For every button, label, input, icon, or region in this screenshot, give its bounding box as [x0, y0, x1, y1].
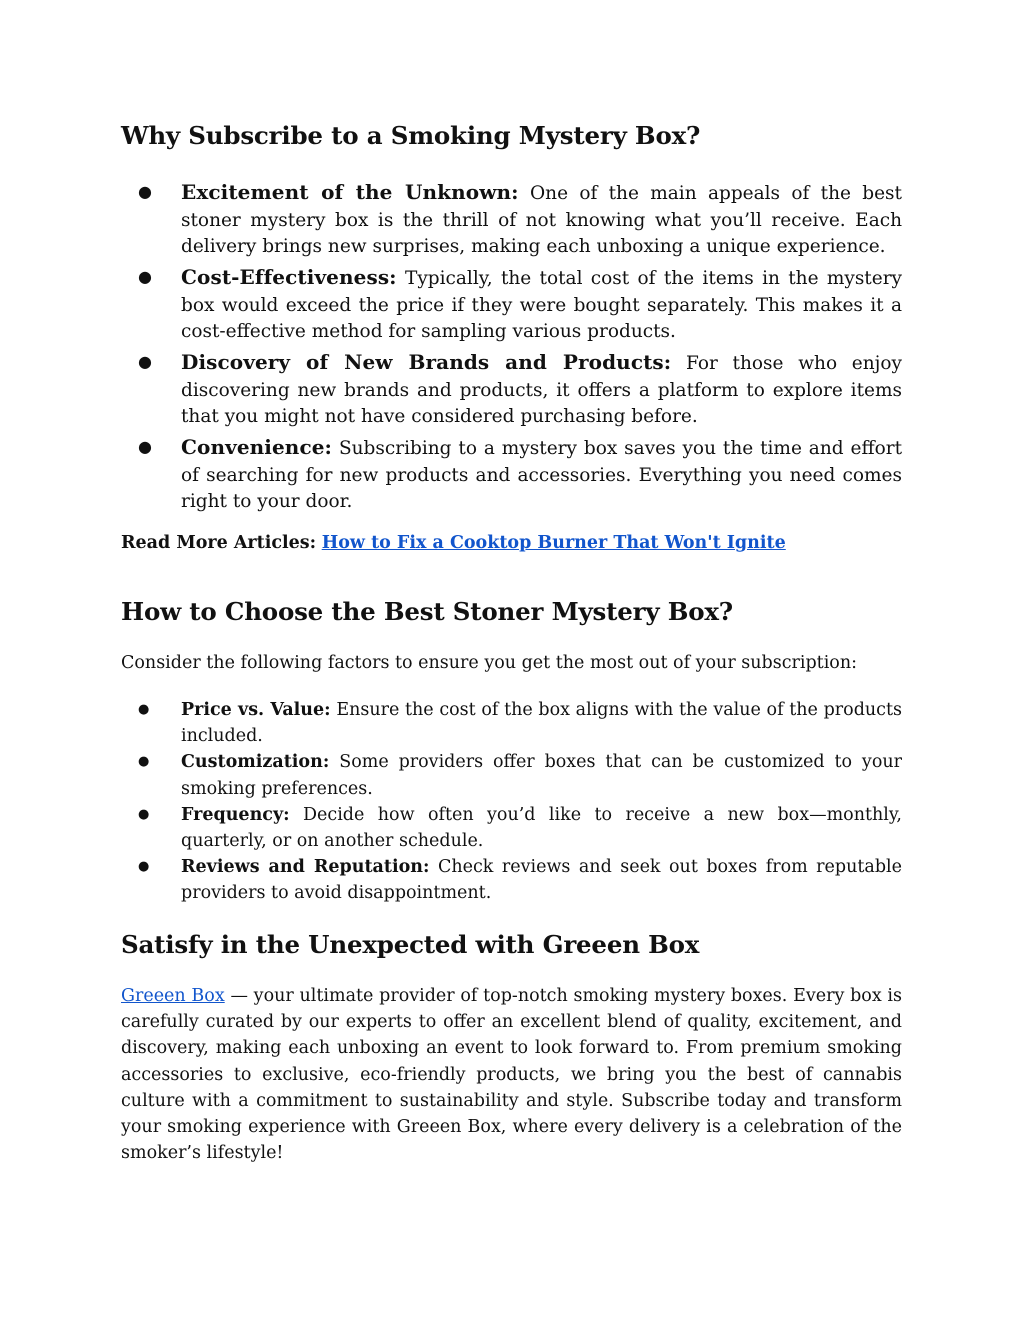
- list-item-term: Cost-Effectiveness:: [181, 265, 397, 289]
- list-item-term: Discovery of New Brands and Products:: [181, 350, 672, 374]
- heading-how-to-choose: How to Choose the Best Stoner Mystery Box?: [121, 597, 733, 626]
- closing-body-text: — your ultimate provider of top-notch smoking mystery boxes. Every box is carefully curated by our experts to offer an excellent blend of quality, excitement, and discovery, making each unboxing an event to look forward to. From premium smoking accessories to exclusive, eco-friendly products, we bring you the best of cannabis culture with a commitment to sustainability and style. Subscribe today and transform your smoking experience with Greeen Box, where every delivery is a celebration of the smoker’s lifestyle!: [121, 986, 903, 1164]
- list-item-text: Typically, the total cost of the items in the mystery box would exceed the price if they were bought separately. This makes it a cost-effective method for sampling various products.: [181, 268, 902, 342]
- bullet-icon: ●: [138, 437, 152, 456]
- list-item-text: One of the main appeals of the best stoner mystery box is the thrill of not knowing what you’ll receive. Each delivery brings new surprises, making each unboxing a unique experience.: [181, 183, 902, 257]
- list-item-text: Some providers offer boxes that can be customized to your smoking preferences.: [181, 752, 902, 799]
- list-item-term: Frequency:: [181, 804, 290, 825]
- heading-satisfy: Satisfy in the Unexpected with Greeen Box: [121, 930, 700, 959]
- bullet-icon: ●: [138, 702, 150, 717]
- list-item: [121, 749, 902, 801]
- list-item-text: Check reviews and seek out boxes from reputable providers to avoid disappointment.: [181, 857, 902, 904]
- list-item: [121, 697, 902, 749]
- list-item-term: Convenience:: [181, 435, 333, 459]
- choose-intro: Consider the following factors to ensure you get the most out of your subscription:: [121, 653, 857, 673]
- read-more-label: Read More Articles:: [121, 533, 317, 553]
- choose-factors-list: [121, 697, 902, 907]
- list-item: [121, 802, 902, 854]
- bullet-icon: ●: [138, 806, 150, 822]
- list-item-term: Price vs. Value:: [181, 700, 331, 720]
- list-item-text: Ensure the cost of the box aligns with the value of the products included.: [181, 700, 902, 747]
- list-item-text: For those who enjoy discovering new brands and products, it offers a platform to explore items that you might not have considered purchasing before.: [181, 353, 902, 427]
- list-item-term: Excitement of the Unknown:: [181, 180, 519, 204]
- list-item-text: Subscribing to a mystery box saves you the time and effort of searching for new products and accessories. Everything you need comes right to your door.: [181, 438, 902, 512]
- list-item-term: Customization:: [181, 752, 330, 773]
- heading-why-subscribe: Why Subscribe to a Smoking Mystery Box?: [121, 121, 701, 150]
- list-item: [121, 854, 902, 906]
- list-item: [121, 434, 902, 516]
- read-more-line: [121, 530, 786, 556]
- closing-paragraph: [121, 983, 902, 1166]
- why-subscribe-list: [121, 179, 902, 519]
- list-item: [121, 264, 902, 346]
- bullet-icon: ●: [138, 859, 150, 875]
- list-item: [121, 349, 902, 431]
- list-item: [121, 179, 902, 261]
- list-item-term: Reviews and Reputation:: [181, 857, 430, 878]
- bullet-icon: ●: [138, 754, 150, 770]
- bullet-icon: ●: [138, 182, 152, 201]
- bullet-icon: ●: [138, 352, 152, 371]
- list-item-text: Decide how often you’d like to receive a new box—monthly, quarterly, or on another schedule.: [181, 804, 902, 852]
- read-more-link[interactable]: How to Fix a Cooktop Burner That Won't Ignite: [321, 533, 786, 553]
- greeen-box-link[interactable]: Greeen Box: [121, 986, 225, 1006]
- bullet-icon: ●: [138, 267, 152, 286]
